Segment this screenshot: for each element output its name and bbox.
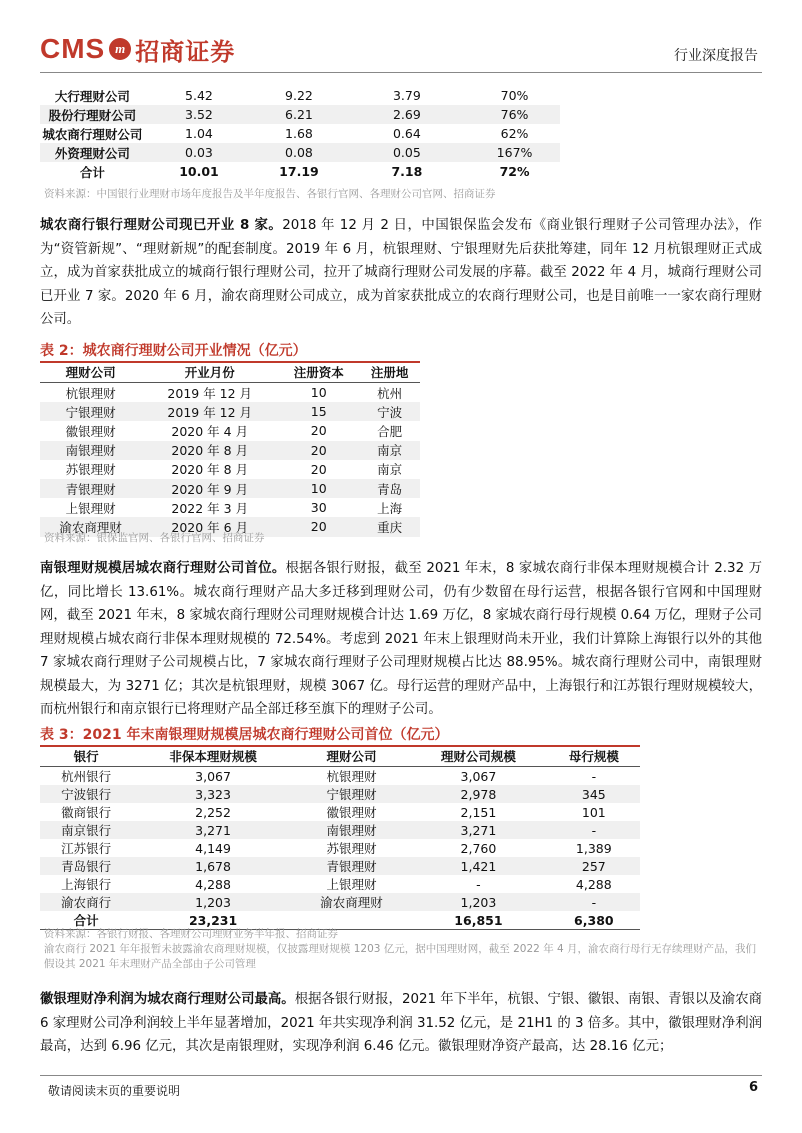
table-2-source: 资料来源：银保监官网、各银行官网、招商证券 — [44, 532, 265, 544]
paragraph-1-body: 2018 年 12 月 2 日，中国银保监会发布《商业银行理财子公司管理办法》，作为“资管新规”、“理财新规”的配套制度。2019 年 6 月，杭银理财、宁银理财先后获批筹建，同年 12 月杭银理财正式成立，成为首家获批成立的城商行银行理财公司，拉开了城商行理财公司发展的序幕。截至 2022 年 4 月，城商行理财公司已开业 7 家。2020 年 6 月，渝农商理财公司成立，成为首家获批成立的农商行理财公司，也是目前唯一一家农商行理财公司。 — [40, 218, 762, 327]
table-cell: 20 — [278, 441, 359, 460]
table-cell: 3,271 — [132, 821, 294, 839]
table-cell: 101 — [581, 804, 606, 820]
table-cell: - — [548, 893, 640, 911]
table-cell: - — [591, 768, 597, 784]
table-row — [40, 441, 420, 460]
report-type: 行业深度报告 — [674, 48, 758, 64]
paragraph-3 — [40, 988, 762, 1059]
column-header: 母行规模 — [548, 746, 640, 767]
table-row — [40, 857, 640, 875]
table-cell: 1.04 — [185, 126, 213, 141]
table-cell: 南京 — [359, 441, 420, 460]
brand-logo — [40, 30, 235, 68]
table-2 — [40, 362, 420, 537]
table-cell: 江苏银行 — [61, 841, 112, 856]
row-label: 城农商行理财公司 — [42, 126, 143, 142]
table-cell: 72% — [499, 164, 530, 179]
table-cell: 徽银理财 — [326, 805, 377, 820]
table-cell: 30 — [310, 500, 327, 516]
table-row — [40, 785, 640, 803]
table-cell: 2019 年 12 月 — [141, 402, 278, 421]
table-row — [40, 767, 640, 786]
table-cell: 2,978 — [409, 785, 547, 803]
table-cell: 青银理财 — [294, 857, 409, 875]
table-cell: 合肥 — [377, 423, 403, 439]
column-header: 注册资本 — [278, 362, 359, 383]
table-cell: 南京银行 — [40, 821, 132, 839]
table-cell: 6,380 — [574, 912, 614, 928]
table-cell: 上银理财 — [65, 500, 116, 516]
table-row — [40, 893, 640, 911]
paragraph-2-lead: 南银理财规模居城农商行理财公司首位。 — [40, 561, 286, 576]
table-cell: 杭银理财 — [65, 385, 116, 401]
table-cell: 2020 年 6 月 — [141, 517, 278, 536]
table-cell: 徽商银行 — [61, 805, 112, 820]
row-label: 大行理财公司 — [54, 88, 130, 104]
table-3-note: 渝农商行 2021 年年报暂未披露渝农商理财规模，仅披露理财规模 1203 亿元，据中国理财网，截至 2022 年 4 月，渝农商行母行无存续理财产品，我们假设其 2021 年末理财产品全部由子公司管理 — [44, 943, 757, 970]
table-cell: 南银理财 — [294, 821, 409, 839]
table-cell: 3.52 — [145, 105, 254, 124]
table-row — [40, 421, 420, 440]
table-cell: 167% — [469, 143, 560, 162]
column-header: 理财公司规模 — [409, 746, 547, 767]
table-cell: 76% — [469, 105, 560, 124]
table-cell: 4,288 — [195, 876, 231, 892]
table-cell: 2022 年 3 月 — [171, 500, 249, 516]
table-cell: 10.01 — [179, 164, 219, 179]
column-header: 银行 — [40, 746, 132, 767]
table-cell: 2.69 — [345, 105, 469, 124]
paragraph-2-body: 根据各银行财报，截至 2021 年末，8 家城农商行非保本理财规模合计 2.32 万亿，同比增长 13.61%。城农商行理财产品大多迁移到理财公司，仍有少数留在母行运营，根据各银行官网和中国理财网，截至 2021 年末，8 家城农商行理财公司理财规模合计达 1.69 万亿，8 家城农商行母行规模 0.64 万亿，理财子公司理财规模占城农商行非保本理财规模的 72.54%。考虑到 2021 年末上银理财尚未开业，我们计算除上海银行以外的其他 7 家城农商行理财子公司规模占比，7 家城农商行理财子公司理财规模占比达 88.95%。城农商行理财公司中，南银理财规模最大，为 3271 亿；其次是杭银理财，规模 3067 亿。母行运营的理财产品中，上海银行和江苏银行理财规模较大，而杭州银行和南京银行已将理财产品全部迁移至旗下的理财子公司。 — [40, 561, 762, 717]
table-cell: 257 — [548, 857, 640, 875]
table-row — [40, 875, 640, 893]
table-cell: 62% — [500, 126, 529, 141]
table-cell: 16,851 — [454, 912, 503, 928]
table-cell: 345 — [548, 785, 640, 803]
table-cell: 20 — [278, 517, 359, 536]
table-cell: 2,252 — [195, 804, 231, 820]
paragraph-3-lead: 徽银理财净利润为城农商行理财公司最高。 — [40, 992, 295, 1007]
logo-badge-icon: m — [109, 38, 131, 60]
table-cell: - — [476, 876, 481, 892]
table-cell: 15 — [278, 402, 359, 421]
row-label: 股份行理财公司 — [40, 105, 145, 124]
table-cell: 0.08 — [253, 143, 344, 162]
table-row — [40, 821, 640, 839]
table-row — [40, 839, 640, 857]
table-cell: 宁银理财 — [294, 785, 409, 803]
column-header: 理财公司 — [40, 362, 141, 383]
table-cell: 1,389 — [575, 840, 612, 856]
table-3-source: 资料来源：各银行财报、各理财公司理财业务半年报、招商证券 — [44, 928, 338, 940]
table-cell: 宁波银行 — [40, 785, 132, 803]
table-2-caption: 表 2：城农商行理财公司开业情况（亿元） — [40, 343, 307, 359]
table-cell: 0.03 — [145, 143, 254, 162]
table-cell: 2020 年 9 月 — [141, 479, 278, 498]
table-cell: - — [548, 821, 640, 839]
table-cell: 杭州 — [377, 385, 403, 401]
table-cell: 青岛银行 — [40, 857, 132, 875]
table-row — [40, 383, 420, 403]
table-cell: 3,271 — [409, 821, 547, 839]
table-row — [40, 124, 560, 143]
column-header: 注册地 — [359, 362, 420, 383]
table-cell: 杭州银行 — [61, 769, 112, 784]
footer-divider — [40, 1075, 762, 1076]
table-cell: 重庆 — [359, 517, 420, 536]
table-cell: 3,323 — [132, 785, 294, 803]
table-cell: 0.05 — [345, 143, 469, 162]
table-row — [40, 143, 560, 162]
table-cell: 2020 年 8 月 — [141, 441, 278, 460]
table-row — [40, 498, 420, 517]
paragraph-1 — [40, 214, 762, 332]
table-cell: 0.64 — [392, 126, 421, 141]
row-label: 外资理财公司 — [40, 143, 145, 162]
table-cell: 宁银理财 — [40, 402, 141, 421]
paragraph-1-lead: 城农商行银行理财公司现已开业 8 家。 — [40, 218, 283, 233]
table-cell: 20 — [310, 461, 327, 477]
table-cell: 17.19 — [279, 164, 319, 179]
paragraph-2 — [40, 557, 762, 722]
table-cell: 23,231 — [188, 912, 238, 928]
page-number: 6 — [748, 1080, 758, 1095]
table-cell: 南京 — [377, 462, 403, 478]
table-cell: 1,203 — [132, 893, 294, 911]
table-cell: 宁波 — [359, 402, 420, 421]
table-cell: 渝农商理财 — [294, 893, 409, 911]
table-cell: 4,288 — [575, 876, 612, 892]
table-cell: 青银理财 — [40, 479, 141, 498]
table-cell: 6.21 — [253, 105, 344, 124]
table-cell: 70% — [500, 88, 529, 103]
table-row — [40, 460, 420, 479]
column-header: 非保本理财规模 — [132, 746, 294, 767]
table-cell: 上海银行 — [61, 877, 112, 892]
table-cell: 1,203 — [409, 893, 547, 911]
header-divider — [40, 72, 762, 73]
footer-note: 敬请阅读末页的重要说明 — [48, 1084, 181, 1098]
table-row — [40, 402, 420, 421]
table-row — [40, 803, 640, 821]
row-label: 合计 — [79, 164, 105, 180]
logo-latin: CMS — [40, 33, 106, 64]
table-cell: 2020 年 4 月 — [171, 423, 249, 439]
paragraph-3-body: 根据各银行财报，2021 年下半年，杭银、宁银、徽银、南银、青银以及渝农商 6 家理财公司净利润较上半年显著增加，2021 年共实现净利润 31.52 亿元，是 21H1 的 3 倍多。其中，徽银理财净利润最高，达到 6.96 亿元，其次是南银理财，实现净利润 6.46 亿元。徽银理财净资产最高，达 28.16 亿元； — [40, 992, 762, 1054]
table-cell: 7.18 — [391, 164, 423, 179]
table-cell: 杭银理财 — [326, 769, 377, 784]
table-cell: 合计 — [73, 913, 99, 928]
table-cell: 10 — [310, 385, 327, 401]
table-cell: 南银理财 — [40, 441, 141, 460]
column-header: 开业月份 — [141, 362, 278, 383]
table-cell: 9.22 — [285, 88, 313, 103]
table-cell: 2019 年 12 月 — [167, 385, 253, 401]
table-cell: 5.42 — [185, 88, 213, 103]
table-row — [40, 105, 560, 124]
table-3 — [40, 746, 640, 930]
table-cell: 2,151 — [460, 804, 497, 820]
logo-chinese: 招商证券 — [135, 37, 236, 66]
table-1 — [40, 86, 560, 181]
table-cell: 10 — [278, 479, 359, 498]
table-cell: 徽银理财 — [65, 423, 116, 439]
table-cell: 1,678 — [132, 857, 294, 875]
table-cell: 3,067 — [460, 768, 497, 784]
table-cell: 3,067 — [195, 768, 231, 784]
table-cell: 4,149 — [195, 840, 231, 856]
table-row — [40, 86, 560, 105]
table-row — [40, 162, 560, 181]
table-cell: 2020 年 8 月 — [171, 462, 249, 478]
table-cell: 1,421 — [409, 857, 547, 875]
table-row — [40, 479, 420, 498]
table-cell: 苏银理财 — [65, 462, 116, 478]
table-cell: 渝农商理财 — [40, 517, 141, 536]
table-cell: 苏银理财 — [326, 841, 377, 856]
table-cell: 3.79 — [392, 88, 421, 103]
table-cell: 青岛 — [359, 479, 420, 498]
table-1-source: 资料来源：中国银行业理财市场年度报告及半年度报告、各银行官网、各理财公司官网、招商证券 — [44, 188, 496, 200]
table-cell: 2,760 — [460, 840, 497, 856]
table-cell: 上海 — [377, 500, 403, 516]
table-cell: 20 — [310, 423, 327, 439]
column-header: 理财公司 — [294, 746, 409, 767]
table-cell: 1.68 — [285, 126, 313, 141]
table-cell: 渝农商行 — [40, 893, 132, 911]
table-3-caption: 表 3：2021 年末南银理财规模居城农商行理财公司首位（亿元） — [40, 727, 449, 743]
table-cell: 上银理财 — [326, 877, 377, 892]
